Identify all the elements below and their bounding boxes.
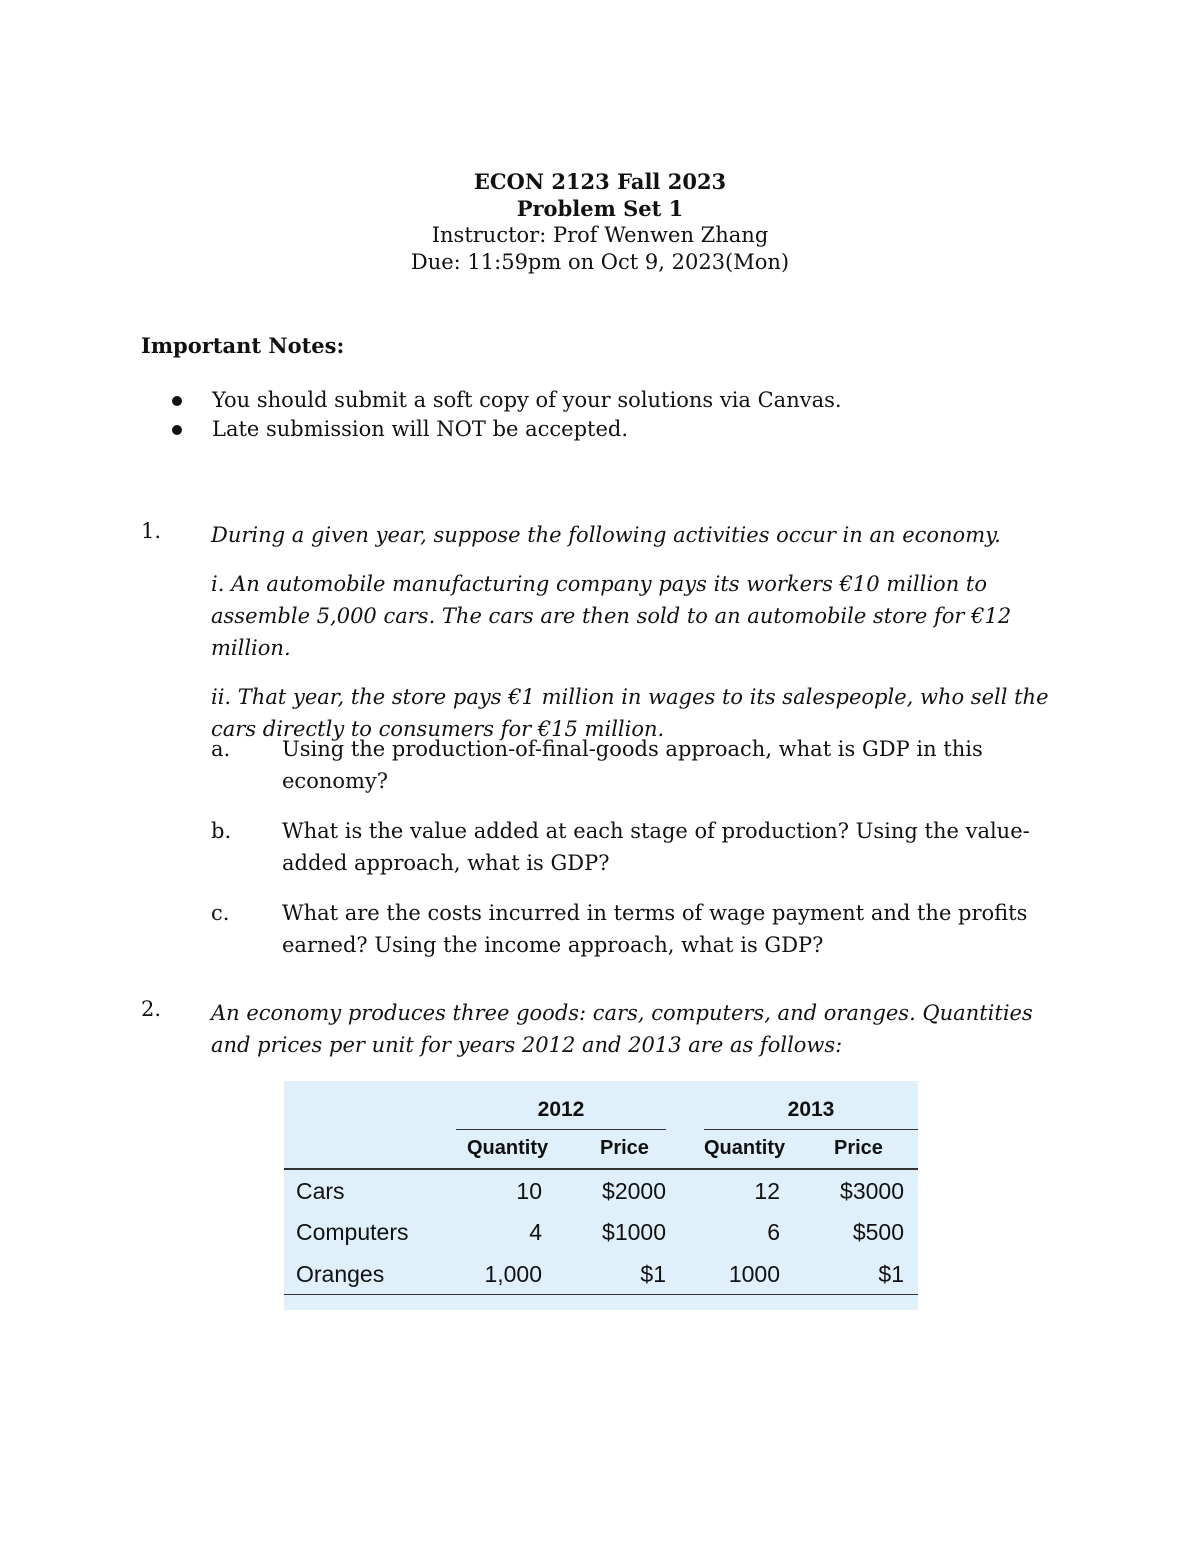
question-para-i: i. An automobile manufacturing company pays its workers €10 million to assemble 5,000 cars. The cars are then sold to an automobile store for €12 million. (211, 572, 1012, 660)
subpart-b (211, 815, 1061, 879)
bullet-icon (172, 396, 182, 406)
table-cell: 6 (767, 1219, 780, 1245)
table-cell: $2000 (602, 1178, 666, 1204)
question-body (211, 997, 1061, 1061)
question-2 (141, 997, 1061, 1078)
subpart-letter: b. (211, 819, 232, 843)
question-intro: During a given year, suppose the following activities occur in an economy. (211, 523, 1001, 547)
subpart-text: What are the costs incurred in terms of wage payment and the profits earned? Using the income approach, what is GDP? (282, 901, 1028, 957)
table-cell: 1000 (728, 1261, 780, 1287)
document-header (0, 168, 1200, 276)
row-label-cars: Cars (296, 1178, 345, 1204)
year-underline (704, 1129, 918, 1130)
row-label-computers: Computers (296, 1219, 409, 1245)
question-number: 1. (141, 519, 162, 543)
column-header-price-2013: Price (834, 1137, 883, 1159)
bullet-icon (172, 425, 182, 435)
notes-heading: Important Notes: (141, 333, 345, 358)
list-item (172, 415, 842, 444)
subpart-c (211, 897, 1061, 961)
due-date-line: Due: 11:59pm on Oct 9, 2023(Mon) (410, 250, 790, 274)
quantity-price-table (284, 1081, 918, 1310)
subpart-a (211, 733, 1061, 797)
list-item (172, 386, 842, 415)
row-label-oranges: Oranges (296, 1261, 385, 1287)
year-header-2012: 2012 (537, 1098, 585, 1121)
table-cell: $3000 (840, 1178, 904, 1204)
table-cell: 12 (754, 1178, 780, 1204)
question-intro: An economy produces three goods: cars, computers, and oranges. Quantities and prices per unit for years 2012 and 2013 are as follows: (211, 1001, 1033, 1057)
table-cell: 10 (516, 1178, 542, 1204)
question-1 (141, 519, 1061, 762)
table-cell: $1 (640, 1261, 666, 1287)
subpart-letter: c. (211, 901, 230, 925)
table-cell: $1 (878, 1261, 904, 1287)
year-underline (456, 1129, 666, 1130)
course-title: ECON 2123 Fall 2023 (473, 169, 727, 194)
question-body (211, 519, 1061, 745)
column-header-price-2012: Price (600, 1137, 649, 1159)
column-header-quantity-2012: Quantity (467, 1137, 549, 1159)
problem-set-title: Problem Set 1 (516, 196, 684, 221)
subpart-letter: a. (211, 737, 231, 761)
table-cell: 4 (529, 1219, 542, 1245)
table-cell: 1,000 (484, 1261, 542, 1287)
table-cell: $500 (852, 1219, 904, 1245)
question-para-ii: ii. That year, the store pays €1 million in wages to its salespeople, who sell the cars directly to consumers for €15 million. (211, 685, 1049, 741)
note-text: You should submit a soft copy of your solutions via Canvas. (212, 388, 842, 412)
instructor-line: Instructor: Prof Wenwen Zhang (431, 223, 769, 247)
notes-list (172, 386, 842, 444)
header-divider (284, 1168, 918, 1170)
column-header-quantity-2013: Quantity (704, 1137, 786, 1159)
question-number: 2. (141, 997, 162, 1021)
subpart-text: What is the value added at each stage of production? Using the value-added approach, what is GDP? (282, 819, 1030, 875)
question-1-subparts (211, 733, 1061, 979)
subpart-text: Using the production-of-final-goods approach, what is GDP in this economy? (282, 737, 983, 793)
note-text: Late submission will NOT be accepted. (212, 417, 629, 441)
year-header-2013: 2013 (787, 1098, 835, 1121)
table-bottom-rule (284, 1294, 918, 1295)
table-cell: $1000 (602, 1219, 666, 1245)
